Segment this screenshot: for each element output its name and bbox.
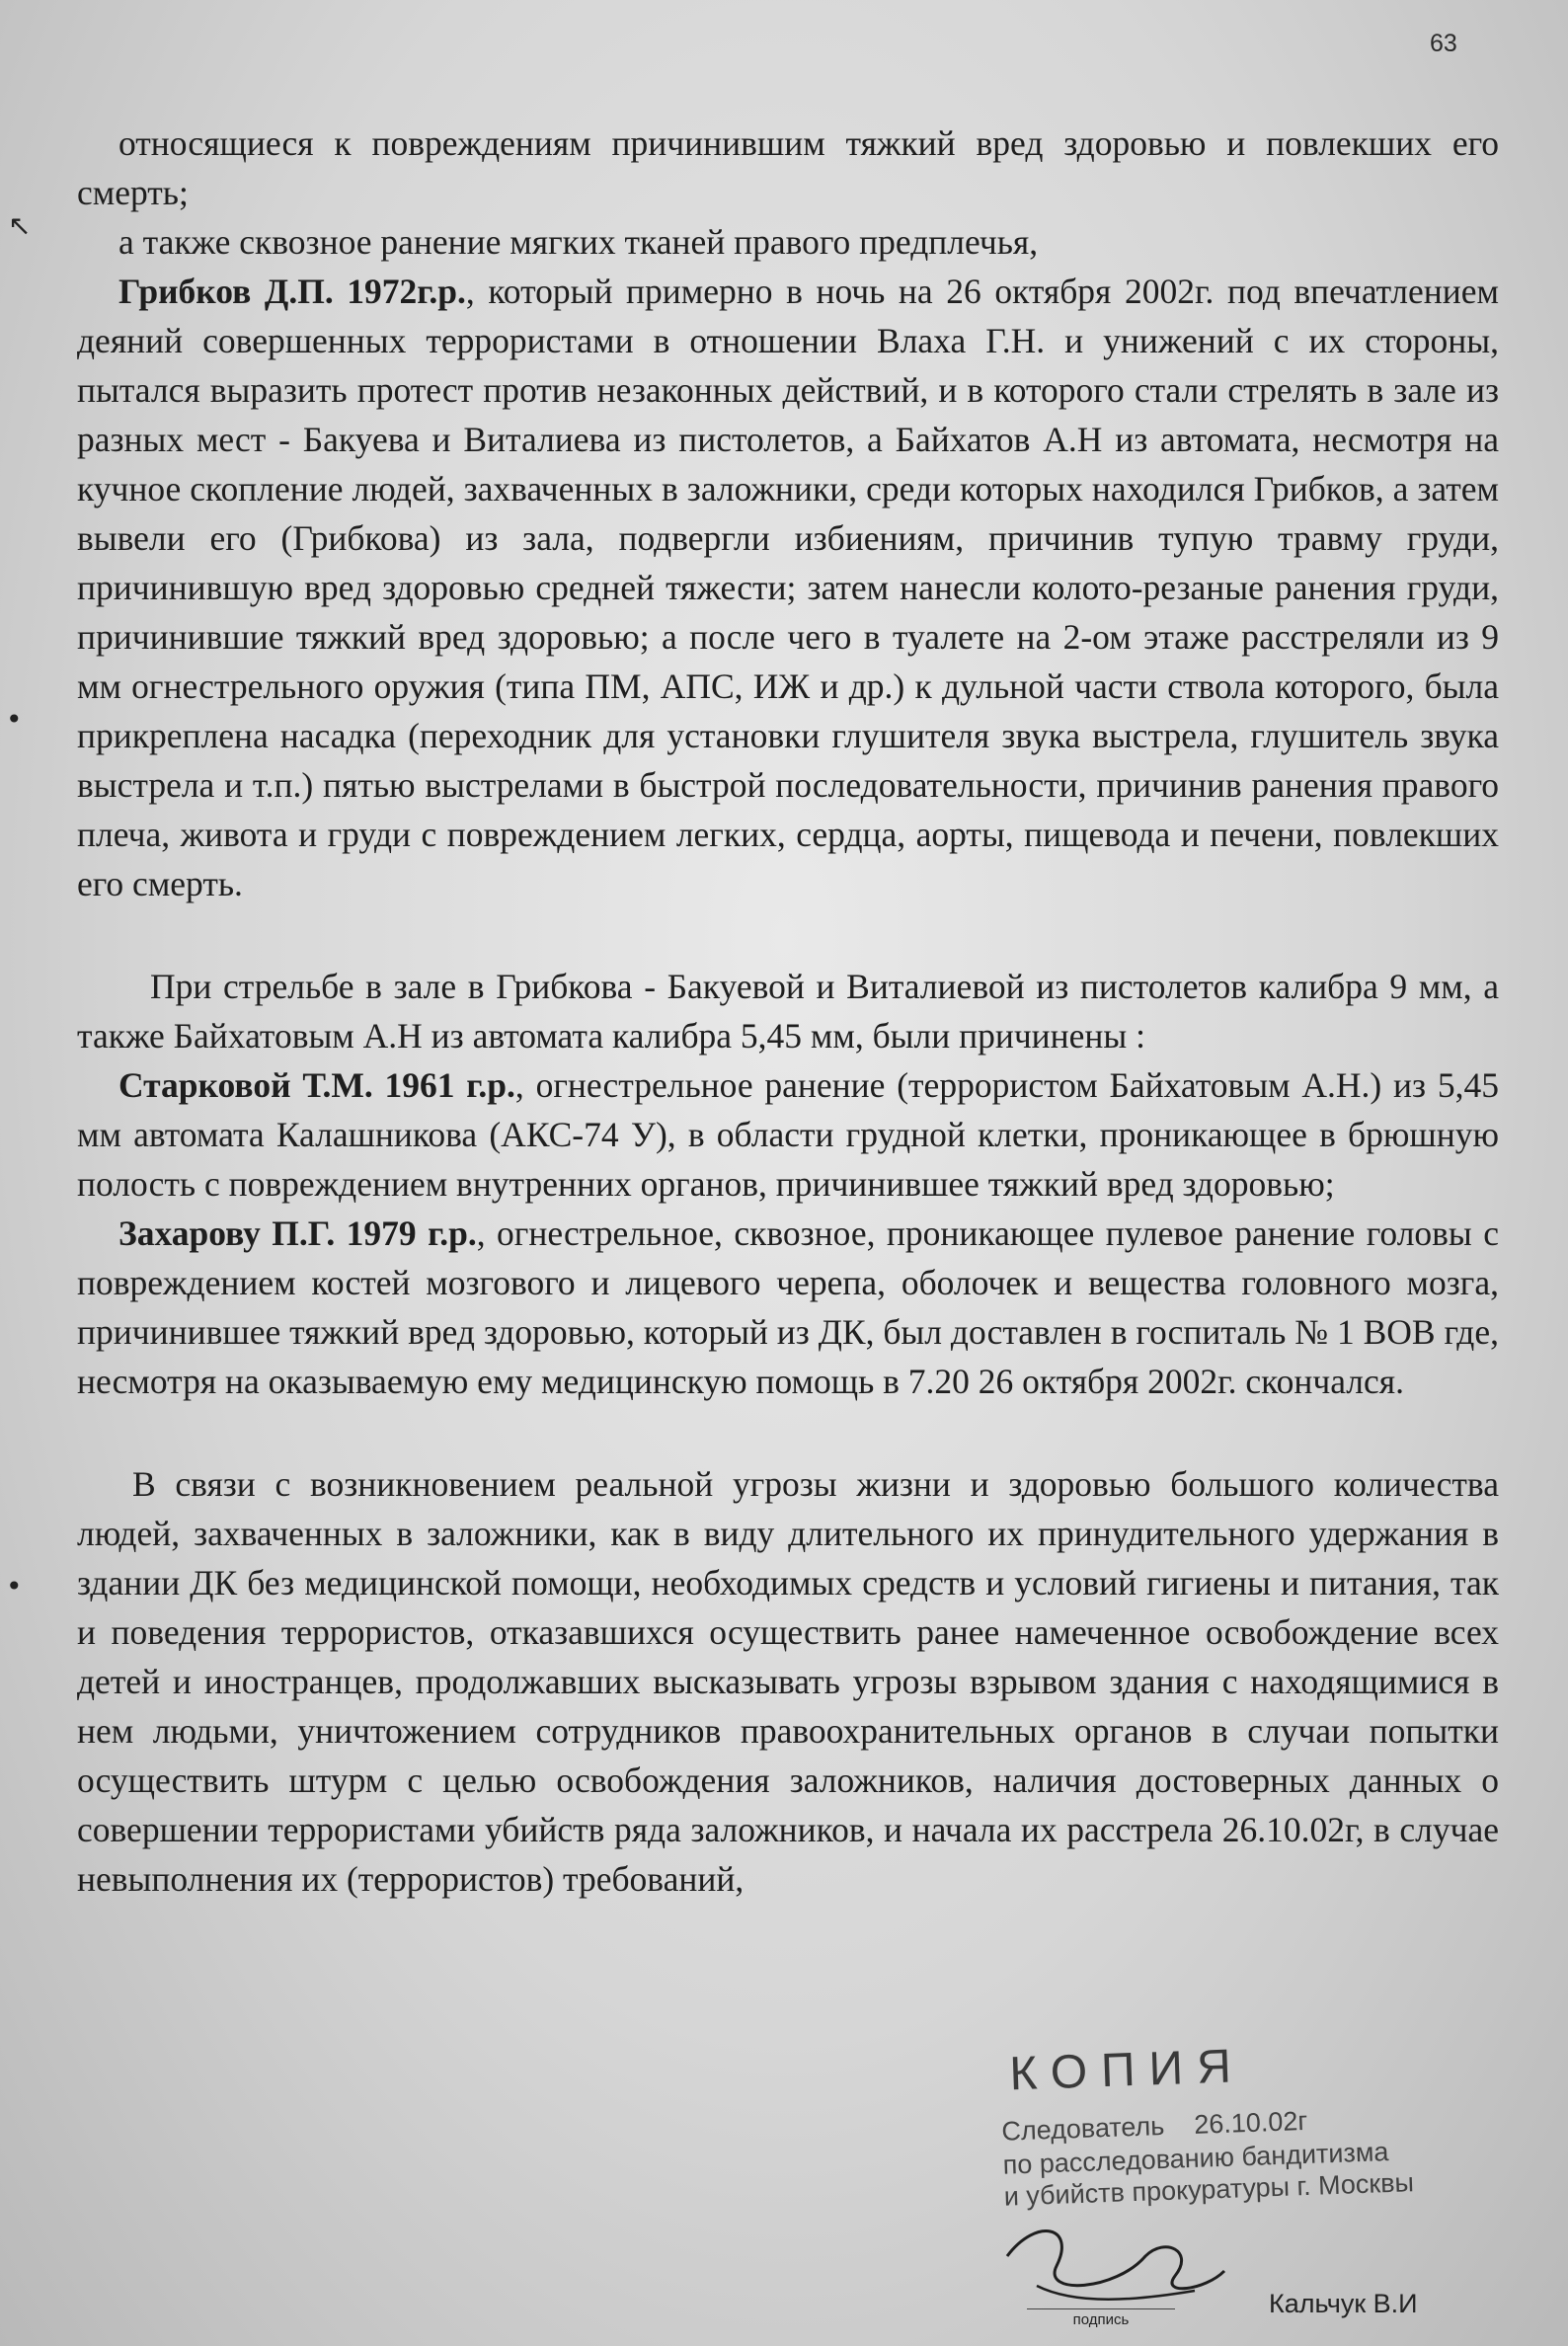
stamp-date: 26.10.02г	[1193, 2105, 1308, 2140]
paragraph-text: , огнестрельное ранение (террористом Байхатовым А.Н.) из 5,45 мм автомата Калашникова (АКС-74 У), в области грудной клетки, проникающее в брюшную полость с повреждением внутренних органов, причинившее тяжкий вред здоровью;	[77, 1065, 1499, 1204]
paragraph: В связи с возникновением реальной угрозы жизни и здоровью большого количества людей, захваченных в заложники, как в виду длительного их принудительного удержания в здании ДК без медицинской помощи, необходимых средств и условий гигиены и питания, так и поведения террористов, отказавшихся осуществить ранее намеченное освобождение всех детей и иностранцев, продолжавших высказывать угрозы взрывом здания с находящимися в нем людьми, уничтожением сотрудников правоохранительных органов в случаи попытки осуществить штурм с целью освобождения заложников, наличия достоверных данных о совершении террористами убийств ряда заложников, и начала их расстрела 26.10.02г, в случае невыполнения их (террористов) требований,	[77, 1464, 1499, 1899]
document-body	[77, 118, 1499, 1904]
paragraph-starkova	[77, 1060, 1499, 1209]
paragraph-text: , который примерно в ночь на 26 октября 2002г. под впечатлением деяний совершенных террористами в отношении Влаха Г.Н. и унижений с их стороны, пытался выразить протест против незаконных действий, и в которого стали стрелять в зале из разных мест - Бакуева и Виталиева из пистолетов, а Байхатов А.Н из автомата, несмотря на кучное скопление людей, захваченных в заложники, среди которых находился Грибков, а затем вывели его (Грибкова) из зала, подвергли избиениям, причинив тупую травму груди, причинившую вред здоровью средней тяжести; затем нанесли колото-резаные ранения груди, причинившие тяжкий вред здоровью; а после чего в туалете на 2-ом этаже расстреляли из 9 мм огнестрельного оружия (типа ПМ, АПС, ИЖ и др.) к дульной части ствола которого, была прикреплена насадка (переходник для установки глушителя звука выстрела, глушитель звука выстрела и т.п.) пятью выстрелами в быстрой последовательности, причинив ранения правого плеча, живота и груди с повреждением легких, сердца, аорты, пищевода и печени, повлекших его смерть.	[77, 272, 1499, 903]
stamp-line: Следователь 26.10.02г	[1000, 2105, 1308, 2147]
victim-name: Захарову П.Г. 1979 г.р.	[118, 1213, 477, 1253]
stamp-line: по расследованию бандитизма	[1002, 2137, 1389, 2180]
signature-image	[997, 2197, 1234, 2315]
paragraph: При стрельбе в зале в Грибкова - Бакуевой и Виталиевой из пистолетов калибра 9 мм, а также Байхатовым А.Н из автомата калибра 5,45 мм, были причинены :	[77, 967, 1499, 1056]
signature-caption: подпись	[1027, 2308, 1175, 2328]
stamp-title: КОПИЯ	[1008, 2040, 1246, 2101]
margin-mark: ↖	[8, 209, 32, 242]
victim-name: Грибков Д.П. 1972г.р.	[118, 272, 466, 311]
stamp-line: и убийств прокуратуры г. Москвы	[1003, 2167, 1415, 2212]
paragraph: относящиеся к повреждениям причинившим тяжкий вред здоровью и повлекших его смерть;	[77, 123, 1499, 212]
paragraph-text: , огнестрельное, сквозное, проникающее пулевое ранение головы с повреждением костей мозгового и лицевого черепа, оболочек и вещества головного мозга, причинившее тяжкий вред здоровью, который из ДК, был доставлен в госпиталь № 1 ВОВ где, несмотря на оказываемую ему медицинскую помощь в 7.20 26 октября 2002г. скончался.	[77, 1213, 1499, 1401]
paragraph: а также сквозное ранение мягких тканей правого предплечья,	[118, 222, 1039, 262]
paragraph-zakharov	[77, 1209, 1499, 1406]
paragraph-grybkov	[77, 267, 1499, 908]
page-number: 63	[1430, 30, 1457, 57]
margin-mark: •	[6, 703, 23, 736]
victim-name: Старковой Т.М. 1961 г.р.	[118, 1065, 515, 1105]
margin-mark: •	[6, 1570, 23, 1603]
signer-name: Кальчук В.И	[1269, 2289, 1418, 2318]
